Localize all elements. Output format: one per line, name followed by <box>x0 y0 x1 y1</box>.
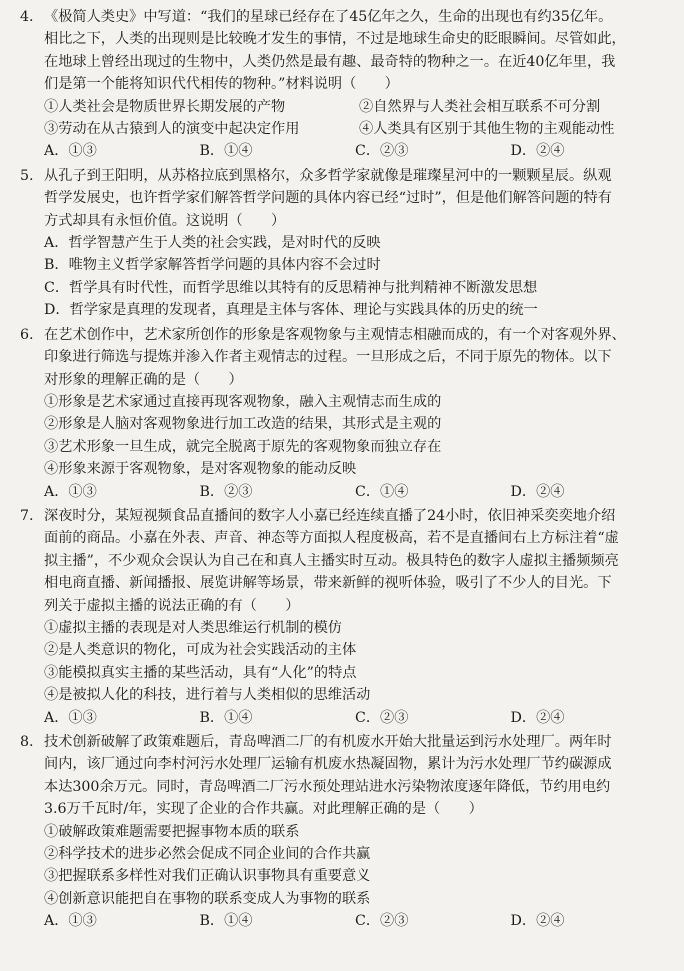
question-stem-line: 间内，该厂通过向李村河污水处理厂运输有机废水热凝固物，累计为污水处理厂节约碳源成 <box>44 756 612 773</box>
option-statement: ③劳动在从古猿到人的演变中起决定作用 <box>44 121 300 138</box>
question-stem-line: 们是第一个能将知识代代相传的物种。”材料说明（ ） <box>44 76 399 93</box>
question-stem-line: 在艺术创作中，艺术家所创作的形象是客观物象与主观情志相融而成的，有一个对客观外界、 <box>44 326 626 343</box>
answer-choice[interactable]: A．①③ <box>44 709 97 726</box>
option-statement: ④是被拟人化的科技，进行着与人类相似的思维活动 <box>44 687 371 704</box>
option-statement: ①形象是艺术家通过直接再现客观物象，融入主观情志而生成的 <box>44 393 442 410</box>
answer-choice[interactable]: A．哲学智慧产生于人类的社会实践，是对时代的反映 <box>44 235 381 252</box>
answer-choice[interactable]: D．②④ <box>510 483 565 500</box>
option-statement: ③能模拟真实主播的某些活动，具有“人化”的特点 <box>44 664 357 681</box>
option-statement: ④人类具有区别于其他生物的主观能动性 <box>359 121 615 138</box>
answer-choices <box>20 910 666 932</box>
question-stem-line: 对形象的理解正确的是（ ） <box>44 371 243 388</box>
answer-choice[interactable]: C．②③ <box>355 709 409 726</box>
question-stem-line: 方式却具有永恒价值。这说明（ ） <box>44 212 286 229</box>
answer-choice[interactable]: B．①④ <box>199 709 253 726</box>
option-statement: ③艺术形象一旦生成，就完全脱离于原先的客观物象而独立存在 <box>44 438 442 455</box>
option-row <box>20 118 666 140</box>
answer-choices <box>20 481 666 503</box>
question-6 <box>20 324 666 503</box>
option-statement: ④形象来源于客观物象，是对客观物象的能动反映 <box>44 461 357 478</box>
answer-choices <box>20 707 666 729</box>
question-stem-line: 印象进行筛选与提炼并渗入作者主观情志的过程。一旦形成之后，不同于原先的物体。以下 <box>44 349 612 366</box>
answer-choice[interactable]: A．①③ <box>44 483 97 500</box>
question-stem-line: 本达300余万元。同时，青岛啤酒二厂污水预处理站进水污染物浓度逐年降低，节约用电约 <box>44 778 611 795</box>
question-stem-line: 从孔子到王阳明，从苏格拉底到黑格尔，众多哲学家就像是璀璨星河中的一颗颗星辰。纵观 <box>44 167 612 184</box>
option-statement: ②自然界与人类社会相互联系不可分割 <box>359 98 601 115</box>
option-statement: ①破解政策难题需要把握事物本质的联系 <box>44 823 300 840</box>
question-number: 4. <box>20 9 34 25</box>
question-number: 6. <box>20 326 34 343</box>
option-statement: ②形象是人脑对客观物象进行加工改造的结果，其形式是主观的 <box>44 416 442 433</box>
answer-choice[interactable]: C．②③ <box>355 913 409 930</box>
answer-choice[interactable]: B．①④ <box>199 913 253 930</box>
answer-choice[interactable]: D．哲学家是真理的发现者，真理是主体与客体、理论与实践具体的历史的统一 <box>44 302 538 319</box>
answer-choice[interactable]: C．②③ <box>355 143 409 160</box>
option-statement: ④创新意识能把自在事物的联系变成人为事物的联系 <box>44 890 371 907</box>
option-statement: ①虚拟主播的表现是对人类思维运行机制的模仿 <box>44 619 342 636</box>
question-stem-line: 面前的商品。小嘉在外表、声音、神态等方面拟人程度极高，若不是直播间右上方标注着“虚 <box>44 530 619 547</box>
answer-choices <box>20 140 666 162</box>
question-7 <box>20 505 666 729</box>
option-statement: ②是人类意识的物化，可成为社会实践活动的主体 <box>44 642 357 659</box>
answer-choice[interactable]: A．①③ <box>44 913 97 930</box>
question-stem-line: 相比之下，人类的出现则是比较晚才发生的事情，不过是地球生命史的眨眼瞬间。尽管如此， <box>44 31 626 48</box>
option-statement: ①人类社会是物质世界长期发展的产物 <box>44 98 286 115</box>
question-stem-line: 深夜时分，某短视频食品直播间的数字人小嘉已经连续直播了24小时，依旧神采奕奕地介绍 <box>44 507 616 524</box>
answer-choice[interactable]: C．①④ <box>355 483 409 500</box>
question-number: 7. <box>20 507 34 524</box>
question-stem-line: 拟主播”，不少观众会误认为自己在和真人主播实时互动。极具特色的数字人虚拟主播频频亮 <box>44 552 619 569</box>
question-stem-line: 技术创新破解了政策难题后，青岛啤酒二厂的有机废水开始大批量运到污水处理厂。两年时 <box>44 734 612 750</box>
option-row <box>20 96 666 118</box>
option-statement: ②科学技术的进步必然会促成不同企业间的合作共赢 <box>44 846 371 863</box>
question-5 <box>20 165 666 322</box>
question-stem-line: 哲学发展史，也许哲学家们解答哲学问题的具体内容已经“过时”，但是他们解答问题的特有 <box>44 190 612 207</box>
question-number: 8. <box>20 734 34 750</box>
option-statement: ③把握联系多样性对我们正确认识事物具有重要意义 <box>44 868 371 885</box>
answer-choice[interactable]: B．①④ <box>199 143 253 160</box>
answer-choice[interactable]: D．②④ <box>510 709 565 726</box>
question-stem-line: 《极简人类史》中写道：“我们的星球已经存在了45亿年之久，生命的出现也有约35亿年。 <box>44 9 613 25</box>
answer-choice[interactable]: B．唯物主义哲学家解答哲学问题的具体内容不会过时 <box>44 257 381 274</box>
question-stem-line: 3.6万千瓦时/年，实现了企业的合作共赢。对此理解正确的是（ ） <box>44 801 483 818</box>
question-stem-line: 列关于虚拟主播的说法正确的有（ ） <box>44 597 300 614</box>
answer-choice[interactable]: D．②④ <box>510 913 565 930</box>
answer-choice[interactable]: A．①③ <box>44 143 97 160</box>
answer-choice[interactable]: B．②③ <box>199 483 253 500</box>
answer-choice[interactable]: D．②④ <box>510 143 565 160</box>
question-4 <box>20 6 666 163</box>
question-stem-line: 在地球上曾经出现过的生物中，人类仍然是最有趣、最奇特的物种之一。在近40亿年里，我 <box>44 53 616 70</box>
answer-choice[interactable]: C．哲学具有时代性，而哲学思维以其特有的反思精神与批判精神不断激发思想 <box>44 279 538 296</box>
question-number: 5. <box>20 167 34 184</box>
question-stem-line: 相电商直播、新闻播报、展览讲解等场景，带来新鲜的视听体验，吸引了不少人的目光。下 <box>44 575 612 592</box>
question-8 <box>20 731 666 933</box>
